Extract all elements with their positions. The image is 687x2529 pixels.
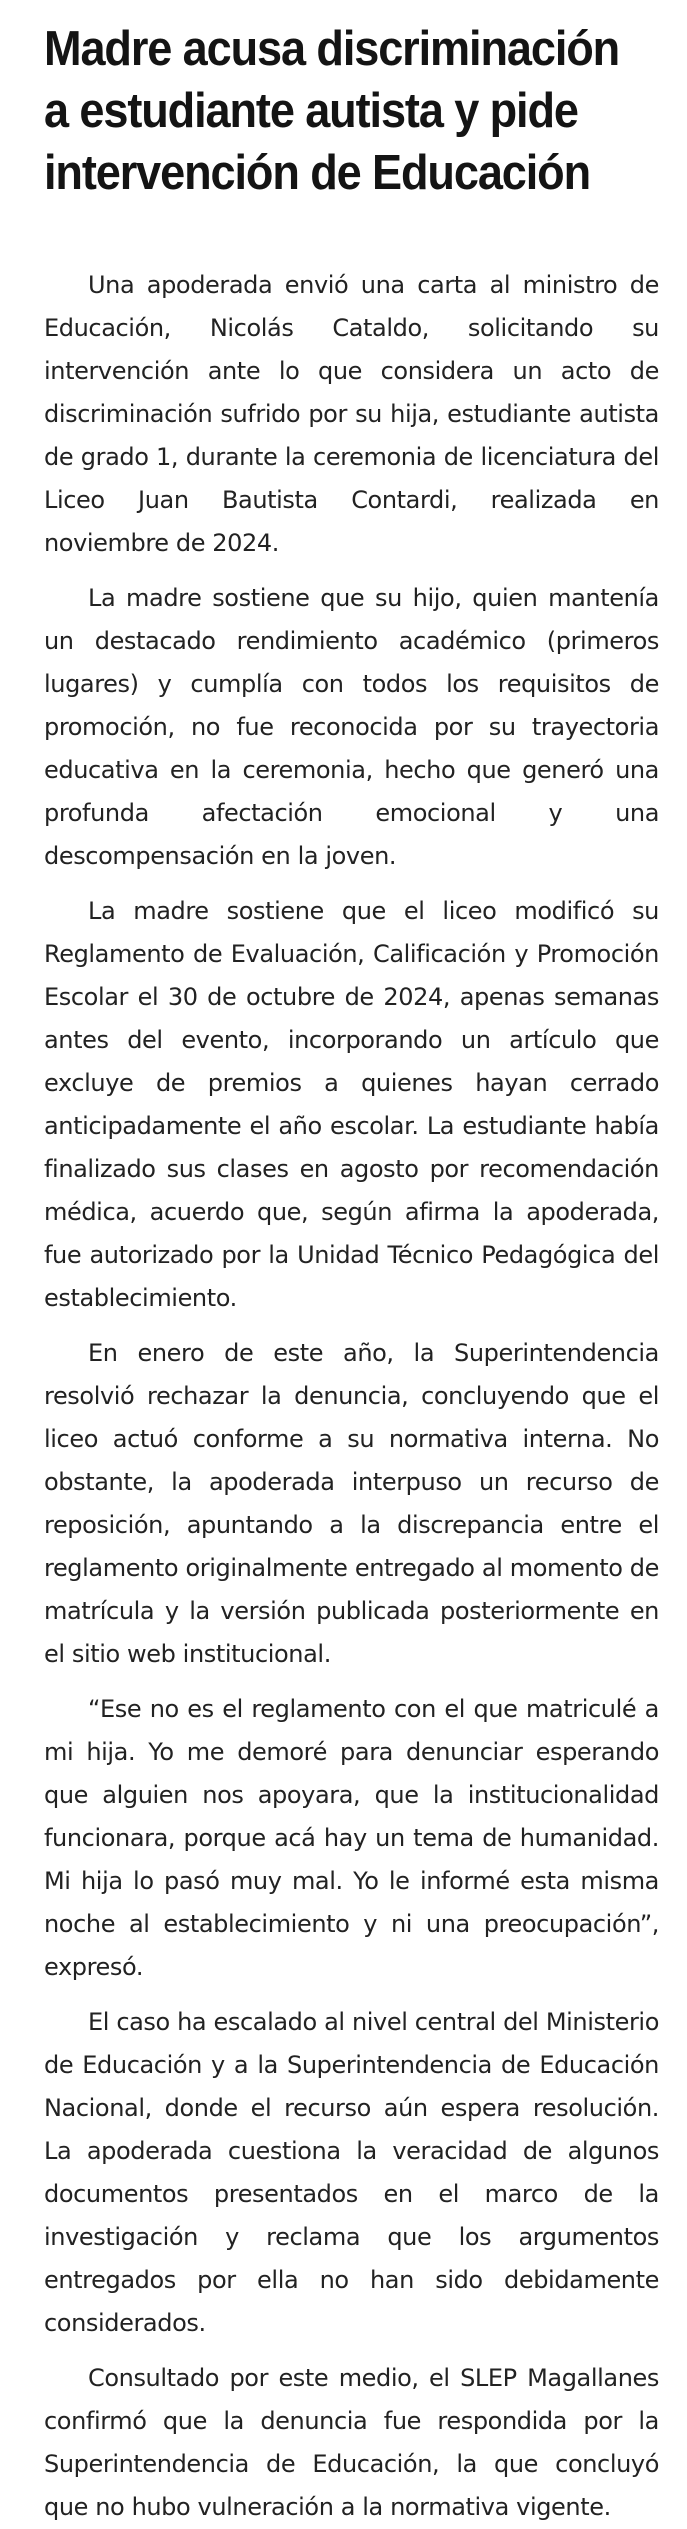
article-paragraph: La madre sostiene que su hijo, quien mantenía un destacado rendimiento académico (primeros lugares) y cumplía con todos los requisitos de promoción, no fue reconocida por su trayectoria educativa en la ceremonia, hecho que generó una profunda afectación emocional y una descompensación en la joven. xyxy=(44,584,659,870)
article-quote-paragraph: “Ese no es el reglamento con el que matriculé a mi hija. Yo me demoré para denunciar esperando que alguien nos apoyara, que la institucionalidad funcionara, porque acá hay un tema de humanidad. Mi hija lo pasó muy mal. Yo le informé esta misma noche al establecimiento y ni una preocupación”, expresó. xyxy=(44,1695,659,1981)
article-paragraph: Consultado por este medio, el SLEP Magallanes confirmó que la denuncia fue respondida por la Superintendencia de Educación, la que concluyó que no hubo vulneración a la normativa vigente. xyxy=(44,2364,659,2521)
article-paragraph: La madre sostiene que el liceo modificó su Reglamento de Evaluación, Calificación y Promoción Escolar el 30 de octubre de 2024, apenas semanas antes del evento, incorporando un artículo que excluye de premios a quienes hayan cerrado anticipadamente el año escolar. La estudiante había finalizado sus clases en agosto por recomendación médica, acuerdo que, según afirma la apoderada, fue autorizado por la Unidad Técnico Pedagógica del establecimiento. xyxy=(44,897,659,1312)
article-body xyxy=(44,264,659,2529)
article-paragraph: Una apoderada envió una carta al ministro de Educación, Nicolás Cataldo, solicitando su intervención ante lo que considera un acto de discriminación sufrido por su hija, estudiante autista de grado 1, durante la ceremonia de licenciatura del Liceo Juan Bautista Contardi, realizada en noviembre de 2024. xyxy=(44,271,659,557)
article-paragraph: El caso ha escalado al nivel central del Ministerio de Educación y a la Superintendencia de Educación Nacional, donde el recurso aún espera resolución. La apoderada cuestiona la veracidad de algunos documentos presentados en el marco de la investigación y reclama que los argumentos entregados por ella no han sido debidamente considerados. xyxy=(44,2008,659,2337)
article-paragraph: En enero de este año, la Superintendencia resolvió rechazar la denuncia, concluyendo que el liceo actuó conforme a su normativa interna. No obstante, la apoderada interpuso un recurso de reposición, apuntando a la discrepancia entre el reglamento originalmente entregado al momento de matrícula y la versión publicada posteriormente en el sitio web institucional. xyxy=(44,1339,659,1668)
article-headline: Madre acusa discriminación a estudiante autista y pide intervención de Educación xyxy=(44,22,620,200)
